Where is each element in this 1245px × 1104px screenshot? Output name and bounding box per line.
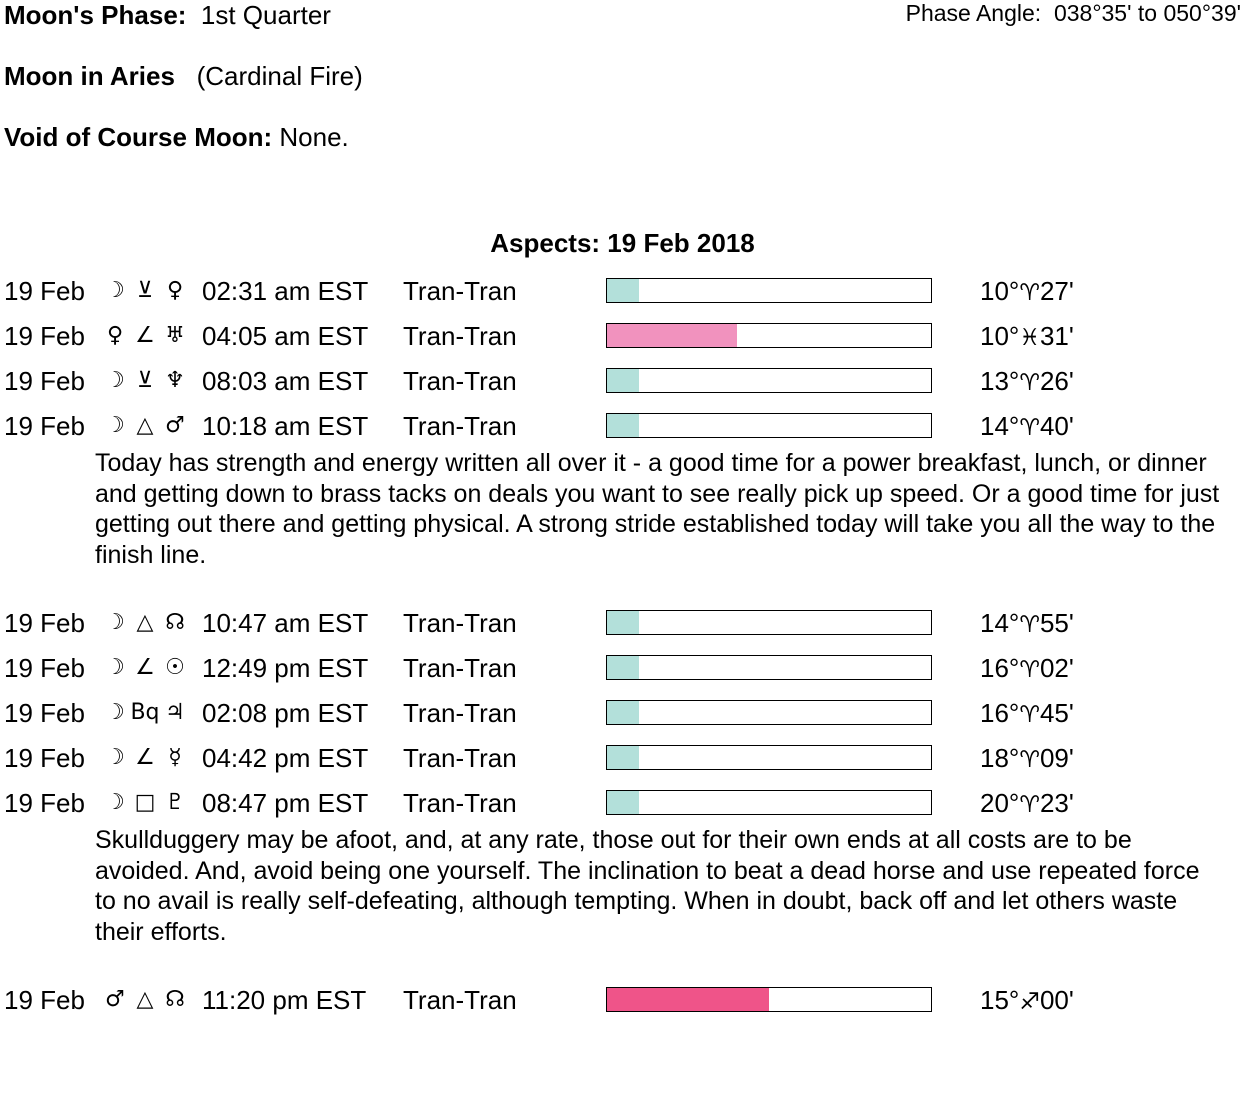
moon-sign-label: Moon in Aries	[4, 61, 175, 91]
planet-2-icon: ♆	[165, 368, 185, 393]
planet-2-icon: ♀	[166, 278, 184, 303]
position-degree: 14°	[980, 608, 1020, 638]
strength-bar	[606, 413, 932, 438]
aspect-type: Tran-Tran	[403, 985, 517, 1015]
aspect-icon: ⊻	[136, 278, 154, 303]
aspect-icon: △	[136, 610, 154, 635]
aspect-position	[980, 651, 1074, 687]
aspect-row	[0, 780, 1245, 825]
aspect-date: 19 Feb	[4, 788, 85, 818]
aspect-time: 02:31 am EST	[202, 276, 369, 306]
aspect-row	[0, 358, 1245, 403]
strength-fill	[607, 279, 639, 302]
moon-sign	[4, 61, 363, 92]
strength-fill	[607, 611, 639, 634]
zodiac-sign-icon: ♈	[1019, 657, 1040, 683]
aspect-icon: △	[136, 987, 154, 1012]
position-degree: 16°	[980, 653, 1020, 683]
planet-1-icon: ☽	[105, 368, 125, 393]
strength-fill	[607, 324, 737, 347]
aspect-date: 19 Feb	[4, 321, 85, 351]
planet-2-icon: ♅	[165, 323, 185, 348]
strength-fill	[607, 414, 639, 437]
strength-bar	[606, 745, 932, 770]
position-degree: 16°	[980, 698, 1020, 728]
aspect-position	[980, 319, 1074, 355]
moon-phase-label: Moon's Phase:	[4, 0, 187, 30]
planet-1-icon: ☽	[105, 610, 125, 635]
void-of-course-value: None.	[279, 122, 349, 152]
position-degree: 18°	[980, 743, 1020, 773]
aspect-type: Tran-Tran	[403, 698, 517, 728]
position-degree: 15°	[980, 985, 1020, 1015]
aspect-type: Tran-Tran	[403, 788, 517, 818]
strength-fill	[607, 988, 769, 1011]
zodiac-sign-icon: ♈	[1019, 702, 1040, 728]
aspects-list	[0, 268, 1245, 1022]
strength-fill	[607, 656, 639, 679]
position-minute: 02'	[1039, 653, 1074, 683]
position-degree: 10°	[980, 276, 1020, 306]
planet-2-icon: ☊	[165, 987, 185, 1012]
void-of-course	[4, 122, 349, 153]
aspect-position	[980, 606, 1074, 642]
aspect-time: 10:47 am EST	[202, 608, 369, 638]
strength-fill	[607, 701, 639, 724]
aspects-title: Aspects: 19 Feb 2018	[490, 228, 755, 258]
aspect-date: 19 Feb	[4, 653, 85, 683]
aspect-time: 10:18 am EST	[202, 411, 369, 441]
aspect-type: Tran-Tran	[403, 411, 517, 441]
planet-2-icon: ☉	[165, 655, 185, 680]
aspect-date: 19 Feb	[4, 698, 85, 728]
planet-2-icon: ☿	[168, 745, 182, 770]
aspect-icon: ∠	[135, 323, 155, 348]
aspect-interpretation: Today has strength and energy written all over it - a good time for a power breakfast, lunch, or dinner and getting down to brass tacks on deals you want to see really pick up speed. Or a good time for just getting out there and getting physical. A strong stride established today will take you all the way to the finish line.	[95, 449, 1220, 569]
aspect-type: Tran-Tran	[403, 366, 517, 396]
aspect-type: Tran-Tran	[403, 276, 517, 306]
aspect-type: Tran-Tran	[403, 608, 517, 638]
aspect-time: 12:49 pm EST	[202, 653, 369, 683]
position-degree: 13°	[980, 366, 1020, 396]
void-of-course-label: Void of Course Moon:	[4, 122, 273, 152]
moon-phase-value: 1st Quarter	[200, 0, 331, 30]
moon-phase	[4, 0, 331, 31]
planet-1-icon: ♀	[106, 323, 124, 348]
strength-fill	[607, 746, 639, 769]
strength-bar	[606, 987, 932, 1012]
phase-angle: Phase Angle: 038°35' to 050°39'	[905, 0, 1241, 26]
position-minute: 45'	[1039, 698, 1074, 728]
aspect-date: 19 Feb	[4, 276, 85, 306]
position-minute: 09'	[1039, 743, 1074, 773]
strength-bar	[606, 368, 932, 393]
position-minute: 27'	[1039, 276, 1074, 306]
zodiac-sign-icon: ♈	[1019, 747, 1040, 773]
aspect-position	[980, 786, 1074, 822]
strength-fill	[607, 791, 639, 814]
aspect-date: 19 Feb	[4, 366, 85, 396]
aspect-row	[0, 403, 1245, 448]
aspect-type: Tran-Tran	[403, 743, 517, 773]
aspect-icon: △	[136, 413, 154, 438]
planet-1-icon: ☽	[105, 413, 125, 438]
position-minute: 31'	[1039, 321, 1074, 351]
aspect-icon: ⊻	[136, 368, 154, 393]
aspect-row	[0, 645, 1245, 690]
strength-bar	[606, 610, 932, 635]
aspect-position	[980, 696, 1074, 732]
planet-2-icon: ♂	[165, 413, 185, 438]
aspect-date: 19 Feb	[4, 608, 85, 638]
position-minute: 23'	[1039, 788, 1074, 818]
aspect-icon: Bq	[130, 700, 160, 725]
position-minute: 40'	[1039, 411, 1074, 441]
aspect-time: 04:05 am EST	[202, 321, 369, 351]
position-minute: 26'	[1039, 366, 1074, 396]
planet-1-icon: ☽	[105, 790, 125, 815]
zodiac-sign-icon: ♐	[1019, 989, 1040, 1015]
aspect-position	[980, 409, 1074, 445]
aspect-icon: ∠	[135, 745, 155, 770]
aspect-icon: □	[134, 790, 156, 815]
strength-bar	[606, 655, 932, 680]
planet-1-icon: ☽	[105, 700, 125, 725]
aspect-position	[980, 741, 1074, 777]
moon-sign-value: (Cardinal Fire)	[196, 61, 363, 91]
aspect-row	[0, 977, 1245, 1022]
aspect-row	[0, 690, 1245, 735]
strength-bar	[606, 790, 932, 815]
position-degree: 14°	[980, 411, 1020, 441]
planet-1-icon: ☽	[105, 745, 125, 770]
aspect-time: 11:20 pm EST	[202, 985, 367, 1015]
strength-bar	[606, 323, 932, 348]
aspect-position	[980, 274, 1074, 310]
planet-1-icon: ☽	[105, 278, 125, 303]
aspect-row	[0, 735, 1245, 780]
planet-2-icon: ♇	[165, 790, 185, 815]
aspect-time: 02:08 pm EST	[202, 698, 369, 728]
zodiac-sign-icon: ♈	[1019, 792, 1040, 818]
aspect-row	[0, 600, 1245, 645]
planet-1-icon: ☽	[105, 655, 125, 680]
aspect-type: Tran-Tran	[403, 321, 517, 351]
zodiac-sign-icon: ♈	[1019, 370, 1040, 396]
aspect-position	[980, 364, 1074, 400]
position-minute: 00'	[1039, 985, 1074, 1015]
planet-2-icon: ♃	[165, 700, 185, 725]
zodiac-sign-icon: ♓	[1019, 325, 1040, 351]
position-minute: 55'	[1039, 608, 1074, 638]
aspect-position	[980, 983, 1074, 1019]
aspect-icon: ∠	[135, 655, 155, 680]
planet-2-icon: ☊	[165, 610, 185, 635]
strength-fill	[607, 369, 639, 392]
aspect-date: 19 Feb	[4, 985, 85, 1015]
zodiac-sign-icon: ♈	[1019, 415, 1040, 441]
aspect-type: Tran-Tran	[403, 653, 517, 683]
aspect-date: 19 Feb	[4, 743, 85, 773]
aspect-time: 08:47 pm EST	[202, 788, 369, 818]
aspect-row	[0, 268, 1245, 313]
zodiac-sign-icon: ♈	[1019, 280, 1040, 306]
aspect-row	[0, 313, 1245, 358]
aspect-interpretation: Skullduggery may be afoot, and, at any rate, those out for their own ends at all costs are to be avoided. And, avoid being one yourself. The inclination to beat a dead horse and use repeated force to no avail is really self-defeating, although tempting. When in doubt, back off and let others waste their efforts.	[95, 826, 1200, 946]
position-degree: 10°	[980, 321, 1020, 351]
strength-bar	[606, 278, 932, 303]
aspect-time: 04:42 pm EST	[202, 743, 369, 773]
aspect-time: 08:03 am EST	[202, 366, 369, 396]
zodiac-sign-icon: ♈	[1019, 612, 1040, 638]
aspect-date: 19 Feb	[4, 411, 85, 441]
strength-bar	[606, 700, 932, 725]
planet-1-icon: ♂	[105, 987, 125, 1012]
position-degree: 20°	[980, 788, 1020, 818]
